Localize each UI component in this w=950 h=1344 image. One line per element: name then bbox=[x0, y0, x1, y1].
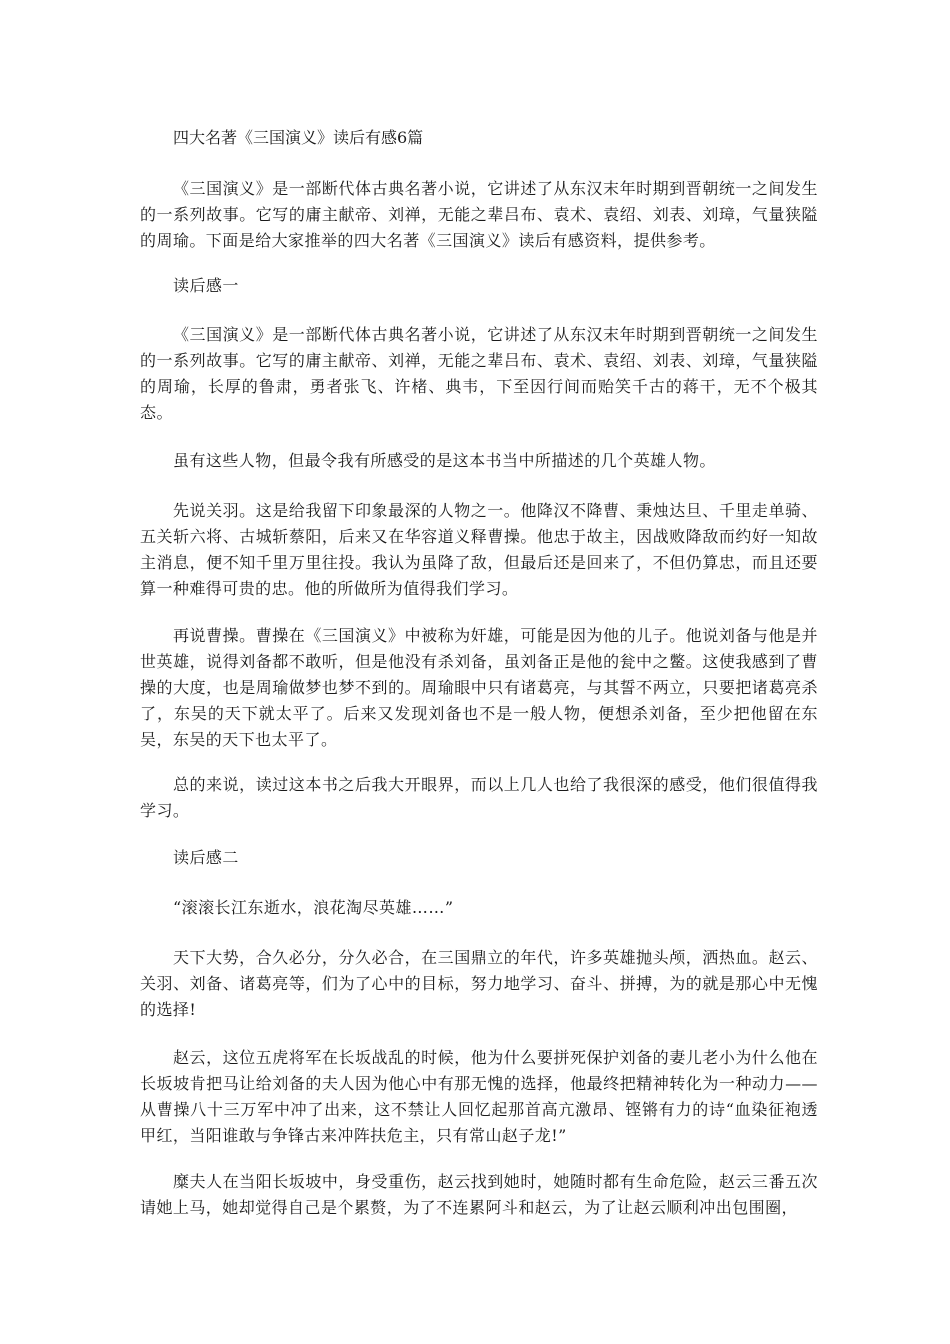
paragraph: 虽有这些人物，但最令我有所感受的是这本书当中所描述的几个英雄人物。 bbox=[173, 451, 716, 470]
paragraph: 糜夫人在当阳长坂坡中，身受重伤，赵云找到她时，她随时都有生命危险，赵云三番五次请她上马，她却觉得自己是个累赘，为了不连累阿斗和赵云，为了让赵云顺利冲出包围圈， bbox=[140, 1172, 818, 1217]
document-title: 四大名著《三国演义》读后有感6篇 bbox=[173, 128, 424, 147]
paragraph: 总的来说，读过这本书之后我大开眼界，而以上几人也给了我很深的感受，他们很值得我学习。 bbox=[140, 775, 818, 820]
section-heading-1: 读后感一 bbox=[173, 276, 239, 295]
intro-paragraph: 《三国演义》是一部断代体古典名著小说，它讲述了从东汉末年时期到晋朝统一之间发生的一系列故事。它写的庸主献帝、刘禅，无能之辈吕布、袁术、袁绍、刘表、刘璋，气量狭隘的周瑜。下面是给大家推举的四大名著《三国演义》读后有感资料，提供参考。 bbox=[140, 179, 818, 250]
paragraph: 赵云，这位五虎将军在长坂战乱的时候，他为什么要拼死保护刘备的妻儿老小为什么他在长坂坡肯把马让给刘备的夫人因为他心中有那无愧的选择，他最终把精神转化为一种动力——从曹操八十三万军中冲了出来，这不禁让人回忆起那首高亢激昂、铿锵有力的诗“血染征袍透甲红，当阳谁敢与争锋古来冲阵扶危主，只有常山赵子龙!” bbox=[140, 1048, 818, 1145]
section-heading-2: 读后感二 bbox=[173, 848, 239, 867]
paragraph: 再说曹操。曹操在《三国演义》中被称为奸雄，可能是因为他的儿子。他说刘备与他是并世英雄，说得刘备都不敢听，但是他没有杀刘备，虽刘备正是他的瓮中之鳖。这使我感到了曹操的大度，也是周瑜做梦也梦不到的。周瑜眼中只有诸葛亮，与其誓不两立，只要把诸葛亮杀了，东吴的天下就太平了。后来又发现刘备也不是一般人物，便想杀刘备，至少把他留在东吴，东吴的天下也太平了。 bbox=[140, 626, 818, 749]
paragraph: 天下大势，合久必分，分久必合，在三国鼎立的年代，许多英雄抛头颅，洒热血。赵云、关羽、刘备、诸葛亮等，们为了心中的目标，努力地学习、奋斗、拼搏，为的就是那心中无愧的选择! bbox=[140, 948, 818, 1019]
paragraph: 《三国演义》是一部断代体古典名著小说，它讲述了从东汉末年时期到晋朝统一之间发生的一系列故事。它写的庸主献帝、刘禅，无能之辈吕布、袁术、袁绍、刘表、刘璋，气量狭隘的周瑜，长厚的鲁肃，勇者张飞、许楮、典韦，下至因行间而贻笑千古的蒋干，无不个极其态。 bbox=[140, 325, 818, 422]
quote-paragraph: “滚滚长江东逝水，浪花淘尽英雄……” bbox=[173, 898, 454, 917]
paragraph: 先说关羽。这是给我留下印象最深的人物之一。他降汉不降曹、秉烛达旦、千里走单骑、五关斩六将、古城斩蔡阳，后来又在华容道义释曹操。他忠于故主，因战败降敌而约好一知故主消息，便不知千里万里往投。我认为虽降了敌，但最后还是回来了，不但仍算忠，而且还要算一种难得可贵的忠。他的所做所为值得我们学习。 bbox=[140, 501, 818, 598]
